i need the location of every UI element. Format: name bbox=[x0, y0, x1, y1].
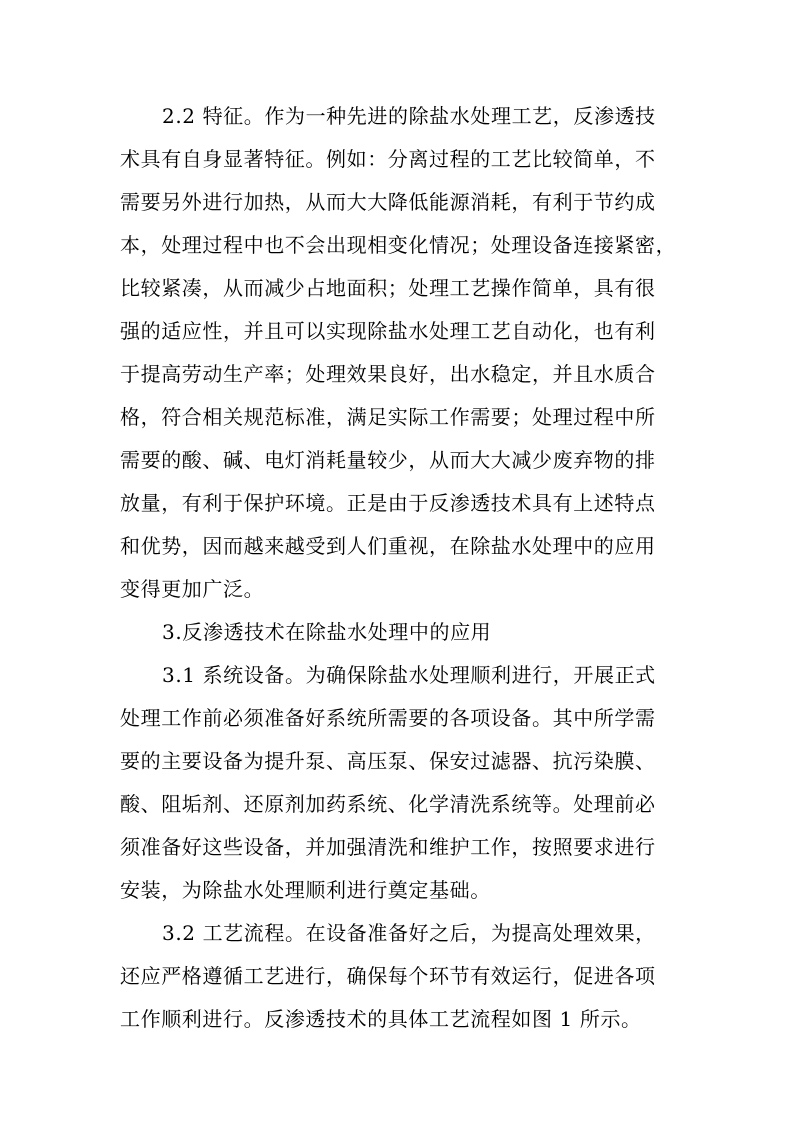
paragraph-line: 和优势，因而越来越受到人们重视，在除盐水处理中的应用 bbox=[120, 534, 656, 558]
paragraph-line: 变得更加广泛。 bbox=[120, 577, 265, 601]
paragraph-line: 需要的酸、碱、电灯消耗量较少，从而大大减少废弃物的排 bbox=[120, 448, 656, 472]
paragraph-line: 于提高劳动生产率；处理效果良好，出水稳定，并且水质合 bbox=[120, 362, 656, 386]
paragraph-line: 2.2 特征。作为一种先进的除盐水处理工艺，反渗透技 bbox=[162, 104, 656, 128]
paragraph-line: 强的适应性，并且可以实现除盐水处理工艺自动化，也有利 bbox=[120, 319, 656, 343]
paragraph-line: 酸、阻垢剂、还原剂加药系统、化学清洗系统等。处理前必 bbox=[120, 792, 656, 816]
paragraph-line: 安装，为除盐水处理顺利进行奠定基础。 bbox=[120, 878, 491, 902]
paragraph-line: 处理工作前必须准备好系统所需要的各项设备。其中所学需 bbox=[120, 706, 656, 730]
paragraph-line: 术具有自身显著特征。例如：分离过程的工艺比较简单，不 bbox=[120, 147, 656, 171]
paragraph-line: 需要另外进行加热，从而大大降低能源消耗，有利于节约成 bbox=[120, 190, 656, 214]
paragraph-line: 还应严格遵循工艺进行，确保每个环节有效运行，促进各项 bbox=[120, 964, 656, 988]
paragraph-line: 本，处理过程中也不会出现相变化情况；处理设备连接紧密， bbox=[120, 233, 677, 257]
paragraph-line: 要的主要设备为提升泵、高压泵、保安过滤器、抗污染膜、 bbox=[120, 749, 656, 773]
paragraph-line: 3.1 系统设备。为确保除盐水处理顺利进行，开展正式 bbox=[162, 663, 656, 687]
paragraph-line: 格，符合相关规范标准，满足实际工作需要；处理过程中所 bbox=[120, 405, 656, 429]
section-heading: 3.反渗透技术在除盐水处理中的应用 bbox=[162, 620, 492, 644]
paragraph-line: 须准备好这些设备，并加强清洗和维护工作，按照要求进行 bbox=[120, 835, 656, 859]
paragraph-line: 比较紧凑，从而减少占地面积；处理工艺操作简单，具有很 bbox=[120, 276, 656, 300]
paragraph-line: 工作顺利进行。反渗透技术的具体工艺流程如图 1 所示。 bbox=[120, 1007, 642, 1031]
paragraph-line: 放量，有利于保护环境。正是由于反渗透技术具有上述特点 bbox=[120, 491, 656, 515]
paragraph-line: 3.2 工艺流程。在设备准备好之后，为提高处理效果， bbox=[162, 921, 656, 945]
